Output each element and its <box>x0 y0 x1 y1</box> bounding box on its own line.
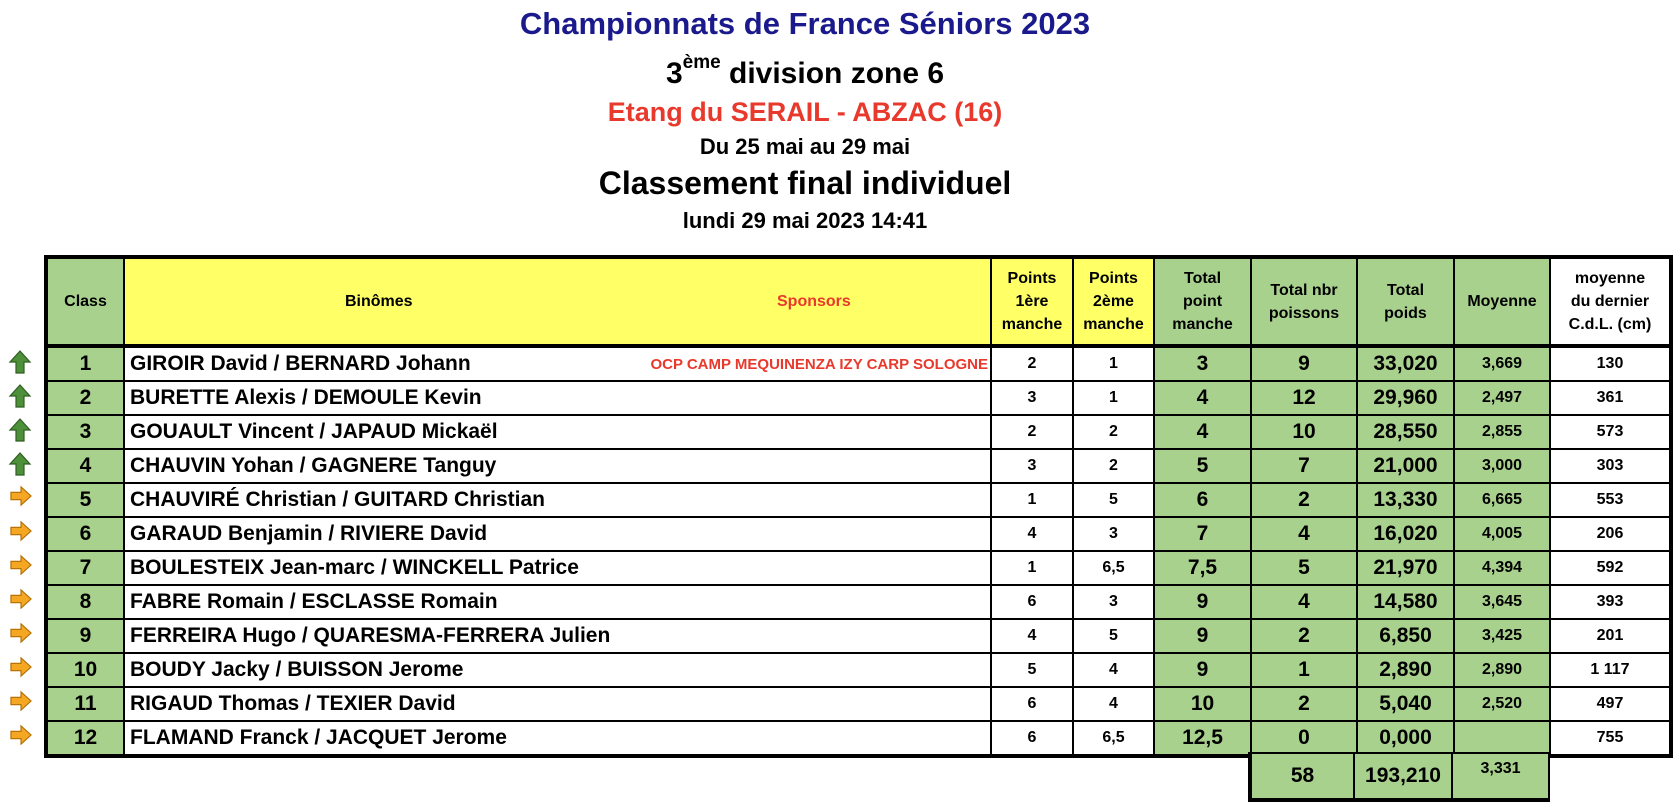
cdl-cell: 130 <box>1550 346 1671 381</box>
table-row <box>46 721 1671 756</box>
col-cdl-line2: du dernier <box>1570 293 1650 310</box>
table-row <box>46 449 1671 483</box>
binome-cell <box>124 346 991 381</box>
division-label: division zone 6 <box>720 57 945 90</box>
total-moyenne: 3,331 <box>1452 753 1549 800</box>
total-points-cell: 9 <box>1154 585 1251 619</box>
col-total-points <box>1154 257 1251 346</box>
page-title: Championnats de France Séniors 2023 <box>519 6 1091 41</box>
rank-cell: 12 <box>46 721 124 756</box>
total-poids-cell: 13,330 <box>1357 483 1454 517</box>
table-row <box>46 619 1671 653</box>
table-header-row <box>46 257 1671 346</box>
col-total-points-line3: manche <box>1172 316 1233 333</box>
rank-cell: 10 <box>46 653 124 687</box>
total-points-cell: 7,5 <box>1154 551 1251 585</box>
rank-cell: 1 <box>46 346 124 381</box>
binome-cell <box>124 415 991 449</box>
moyenne-cell: 2,855 <box>1454 415 1550 449</box>
total-nbr-cell: 5 <box>1251 551 1357 585</box>
total-nbr-cell: 1 <box>1251 653 1357 687</box>
total-points-cell: 10 <box>1154 687 1251 721</box>
total-poids-cell: 33,020 <box>1357 346 1454 381</box>
arrow-right-icon <box>8 520 34 542</box>
results-table <box>44 255 1673 758</box>
points-2-cell: 2 <box>1073 415 1154 449</box>
moyenne-cell: 2,520 <box>1454 687 1550 721</box>
arrow-right-icon <box>8 724 34 746</box>
moyenne-cell: 6,665 <box>1454 483 1550 517</box>
col-class: Class <box>46 257 124 346</box>
binome-cell <box>124 687 991 721</box>
points-2-cell: 4 <box>1073 687 1154 721</box>
binome-names: GARAUD Benjamin / RIVIERE David <box>130 522 488 545</box>
binome-cell <box>124 653 991 687</box>
points-1-cell: 2 <box>991 346 1073 381</box>
moyenne-cell: 3,645 <box>1454 585 1550 619</box>
total-poids-cell: 28,550 <box>1357 415 1454 449</box>
points-1-cell: 6 <box>991 721 1073 756</box>
rank-cell: 2 <box>46 381 124 415</box>
table-row <box>46 381 1671 415</box>
cdl-cell: 201 <box>1550 619 1671 653</box>
moyenne-cell: 2,890 <box>1454 653 1550 687</box>
binome-cell <box>124 619 991 653</box>
total-points-cell: 5 <box>1154 449 1251 483</box>
points-1-cell: 4 <box>991 517 1073 551</box>
arrow-up-icon <box>8 383 32 409</box>
col-binomes-label: Binômes <box>345 293 413 310</box>
total-nbr: 58 <box>1250 753 1354 800</box>
moyenne-cell: 2,497 <box>1454 381 1550 415</box>
total-nbr-cell: 2 <box>1251 687 1357 721</box>
col-points-2 <box>1073 257 1154 346</box>
total-poids-cell: 29,960 <box>1357 381 1454 415</box>
col-total-poids <box>1357 257 1454 346</box>
points-2-cell: 1 <box>1073 346 1154 381</box>
rank-cell: 8 <box>46 585 124 619</box>
arrow-up-icon <box>8 349 32 375</box>
total-nbr-cell: 2 <box>1251 619 1357 653</box>
table-row <box>46 346 1671 381</box>
points-2-cell: 3 <box>1073 517 1154 551</box>
cdl-cell: 573 <box>1550 415 1671 449</box>
points-2-cell: 5 <box>1073 619 1154 653</box>
col-total-nbr-line1: Total nbr <box>1270 281 1338 299</box>
table-row <box>46 415 1671 449</box>
total-poids-cell: 21,970 <box>1357 551 1454 585</box>
col-cdl <box>1550 257 1671 346</box>
moyenne-cell: 4,394 <box>1454 551 1550 585</box>
col-total-points-line1: Total <box>1183 270 1222 287</box>
rank-cell: 9 <box>46 619 124 653</box>
points-1-cell: 1 <box>991 551 1073 585</box>
col-points-2-line1: Points <box>1089 270 1138 287</box>
total-poids-cell: 16,020 <box>1357 517 1454 551</box>
cdl-cell: 1 117 <box>1550 653 1671 687</box>
total-nbr-cell: 7 <box>1251 449 1357 483</box>
arrow-right-icon <box>8 656 34 678</box>
moyenne-cell: 3,425 <box>1454 619 1550 653</box>
col-total-poids-line2: poids <box>1384 304 1427 322</box>
totals-row <box>1248 752 1550 802</box>
col-total-poids-line1: Total <box>1386 281 1425 299</box>
venue-heading: Etang du SERAIL - ABZAC (16) <box>607 97 1003 127</box>
col-cdl-line3: C.d.L. (cm) <box>1568 316 1652 333</box>
total-nbr-cell: 10 <box>1251 415 1357 449</box>
cdl-cell: 206 <box>1550 517 1671 551</box>
rank-cell: 11 <box>46 687 124 721</box>
points-2-cell: 2 <box>1073 449 1154 483</box>
binome-names: BOULESTEIX Jean-marc / WINCKELL Patrice <box>130 556 579 579</box>
total-nbr-cell: 0 <box>1251 721 1357 756</box>
total-points-cell: 7 <box>1154 517 1251 551</box>
cdl-cell: 592 <box>1550 551 1671 585</box>
timestamp: lundi 29 mai 2023 14:41 <box>682 208 928 233</box>
binome-names: GOUAULT Vincent / JAPAUD Mickaël <box>130 420 498 443</box>
binome-cell <box>124 517 991 551</box>
total-poids-cell: 14,580 <box>1357 585 1454 619</box>
points-2-cell: 1 <box>1073 381 1154 415</box>
total-points-cell: 9 <box>1154 653 1251 687</box>
binome-cell <box>124 449 991 483</box>
binome-cell <box>124 551 991 585</box>
col-points-1 <box>991 257 1073 346</box>
binome-names: BURETTE Alexis / DEMOULE Kevin <box>130 386 482 409</box>
total-poids-cell: 0,000 <box>1357 721 1454 756</box>
total-points-cell: 6 <box>1154 483 1251 517</box>
col-total-nbr <box>1251 257 1357 346</box>
points-1-cell: 5 <box>991 653 1073 687</box>
cdl-cell: 361 <box>1550 381 1671 415</box>
col-points-1-line2: 1ère <box>1015 293 1049 310</box>
binome-cell <box>124 585 991 619</box>
cdl-cell: 497 <box>1550 687 1671 721</box>
total-points-cell: 3 <box>1154 346 1251 381</box>
binome-names: CHAUVIN Yohan / GAGNERE Tanguy <box>130 454 497 477</box>
moyenne-cell <box>1454 721 1550 756</box>
moyenne-cell: 3,669 <box>1454 346 1550 381</box>
points-1-cell: 3 <box>991 449 1073 483</box>
points-2-cell: 6,5 <box>1073 721 1154 756</box>
cdl-cell: 553 <box>1550 483 1671 517</box>
col-points-2-line3: manche <box>1083 316 1144 333</box>
arrow-right-icon <box>8 588 34 610</box>
total-nbr-cell: 2 <box>1251 483 1357 517</box>
table-row <box>46 517 1671 551</box>
cdl-cell: 755 <box>1550 721 1671 756</box>
points-1-cell: 4 <box>991 619 1073 653</box>
points-2-cell: 6,5 <box>1073 551 1154 585</box>
col-points-1-line1: Points <box>1007 270 1057 287</box>
table-row <box>46 483 1671 517</box>
binome-names: FERREIRA Hugo / QUARESMA-FERRERA Julien <box>130 624 611 647</box>
cdl-cell: 303 <box>1550 449 1671 483</box>
points-1-cell: 2 <box>991 415 1073 449</box>
col-moyenne: Moyenne <box>1454 257 1550 346</box>
total-nbr-cell: 4 <box>1251 517 1357 551</box>
binome-names: FABRE Romain / ESCLASSE Romain <box>130 590 498 613</box>
col-binomes <box>124 257 991 346</box>
arrow-up-icon <box>8 451 32 477</box>
col-points-2-line2: 2ème <box>1093 293 1134 310</box>
dates-heading: Du 25 mai au 29 mai <box>699 134 911 159</box>
arrow-right-icon <box>8 690 34 712</box>
total-points-cell: 4 <box>1154 381 1251 415</box>
rank-cell: 3 <box>46 415 124 449</box>
points-2-cell: 3 <box>1073 585 1154 619</box>
points-1-cell: 1 <box>991 483 1073 517</box>
total-poids-cell: 21,000 <box>1357 449 1454 483</box>
col-points-1-line3: manche <box>1001 316 1063 333</box>
cdl-cell: 393 <box>1550 585 1671 619</box>
binome-names: CHAUVIRÉ Christian / GUITARD Christian <box>130 488 545 511</box>
table-row <box>46 653 1671 687</box>
arrow-right-icon <box>8 622 34 644</box>
classement-heading: Classement final individuel <box>598 165 1012 201</box>
total-points-cell: 12,5 <box>1154 721 1251 756</box>
binome-cell <box>124 483 991 517</box>
total-nbr-cell: 12 <box>1251 381 1357 415</box>
arrow-right-icon <box>8 485 34 507</box>
total-poids-cell: 2,890 <box>1357 653 1454 687</box>
division-number: 3 <box>665 57 683 90</box>
points-2-cell: 5 <box>1073 483 1154 517</box>
col-total-nbr-line2: poissons <box>1268 304 1340 322</box>
col-total-points-line2: point <box>1182 293 1223 310</box>
arrow-up-icon <box>8 417 32 443</box>
points-1-cell: 3 <box>991 381 1073 415</box>
arrow-right-icon <box>8 554 34 576</box>
binome-names: RIGAUD Thomas / TEXIER David <box>130 692 456 715</box>
total-points-cell: 4 <box>1154 415 1251 449</box>
moyenne-cell: 3,000 <box>1454 449 1550 483</box>
binome-cell <box>124 381 991 415</box>
division-heading <box>0 52 1610 91</box>
col-cdl-line1: moyenne <box>1574 270 1646 287</box>
rank-cell: 7 <box>46 551 124 585</box>
rank-cell: 6 <box>46 517 124 551</box>
points-1-cell: 6 <box>991 585 1073 619</box>
total-nbr-cell: 9 <box>1251 346 1357 381</box>
table-row <box>46 551 1671 585</box>
points-1-cell: 6 <box>991 687 1073 721</box>
table-row <box>46 585 1671 619</box>
rank-cell: 4 <box>46 449 124 483</box>
rank-cell: 5 <box>46 483 124 517</box>
col-sponsors-label: Sponsors <box>777 293 851 310</box>
binome-names: GIROIR David / BERNARD Johann <box>130 352 471 375</box>
binome-cell <box>124 721 991 756</box>
division-superscript: ème <box>682 52 721 73</box>
binome-names: BOUDY Jacky / BUISSON Jerome <box>130 658 464 681</box>
table-row <box>46 687 1671 721</box>
total-poids: 193,210 <box>1354 753 1452 800</box>
total-poids-cell: 5,040 <box>1357 687 1454 721</box>
total-points-cell: 9 <box>1154 619 1251 653</box>
binome-names: FLAMAND Franck / JACQUET Jerome <box>130 726 507 749</box>
points-2-cell: 4 <box>1073 653 1154 687</box>
total-poids-cell: 6,850 <box>1357 619 1454 653</box>
sponsor-text: OCP CAMP MEQUINENZA IZY CARP SOLOGNE <box>650 356 988 373</box>
total-nbr-cell: 4 <box>1251 585 1357 619</box>
moyenne-cell: 4,005 <box>1454 517 1550 551</box>
